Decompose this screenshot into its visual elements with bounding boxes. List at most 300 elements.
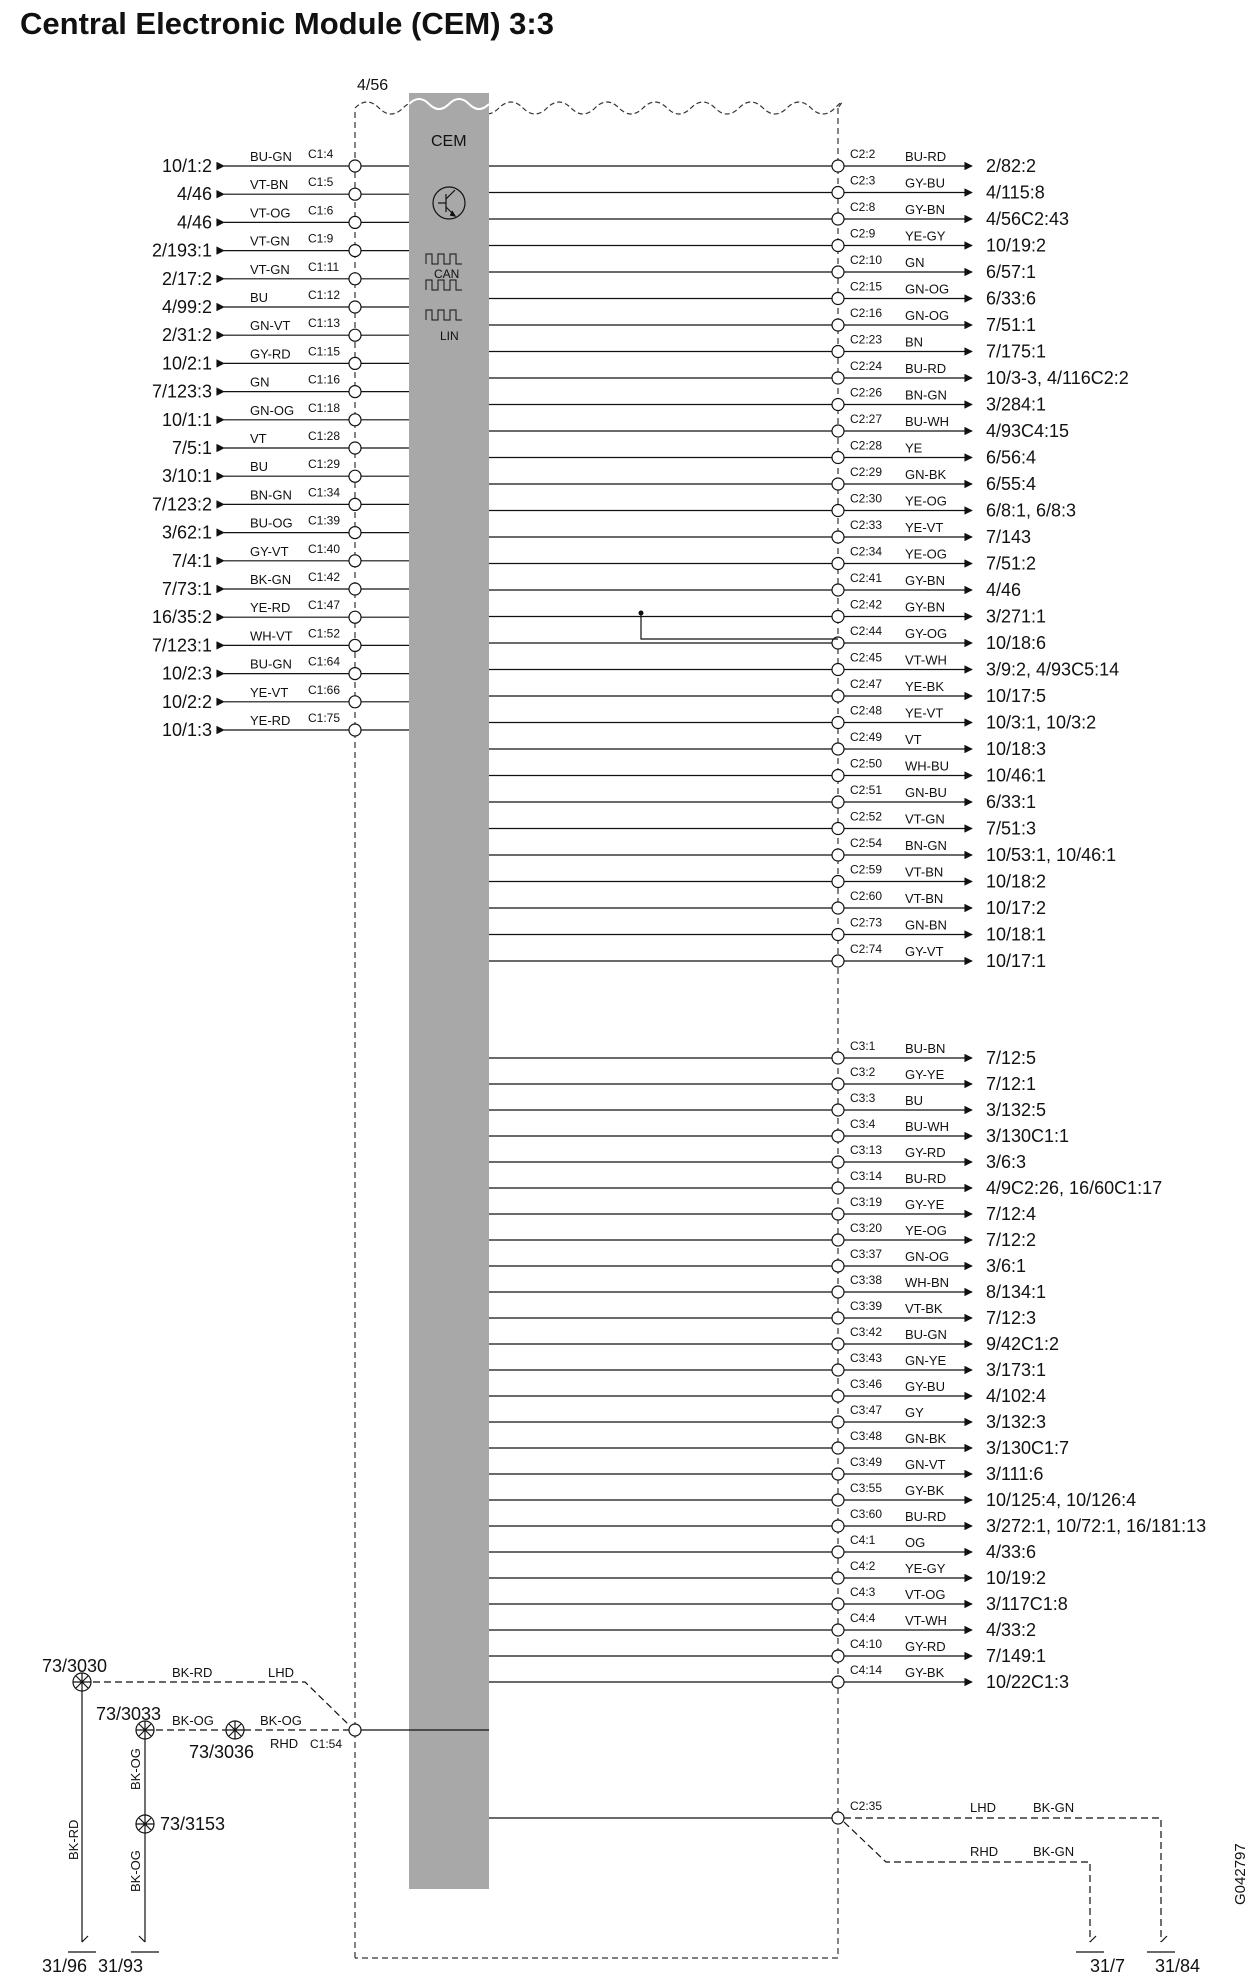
right-wire-row — [489, 280, 1036, 309]
right-wire-row — [489, 704, 1096, 733]
wire-color-label: GY-VT — [905, 944, 944, 959]
destination-label: 7/12:3 — [986, 1308, 1037, 1328]
right-wire-row — [489, 518, 1031, 547]
wire-color-label: WH-BU — [905, 758, 950, 774]
wire-color-label: GN-BN — [905, 917, 947, 933]
connector-pin — [832, 452, 844, 464]
wire-color-label: WH-BN — [905, 1275, 950, 1290]
destination-label: 7/123:3 — [151, 381, 212, 402]
right-wire-row — [489, 1143, 1026, 1172]
wire-color-label: GY-BK — [905, 1665, 945, 1680]
right-wire-row — [489, 1585, 1068, 1614]
connector-pin — [832, 796, 844, 808]
left-wire-row — [162, 401, 409, 430]
pin-label: C1:28 — [308, 429, 341, 443]
destination-label: 3/10:1 — [161, 466, 212, 487]
pin-label: C2:73 — [850, 915, 883, 930]
left-wire-row — [177, 175, 409, 204]
left-wire-row — [162, 147, 409, 176]
right-wire-row — [489, 598, 1046, 627]
left-wire-row — [152, 373, 409, 402]
pin-label: C2:50 — [850, 756, 883, 771]
connector-pin — [349, 414, 361, 426]
right-wire-row — [489, 1221, 1036, 1250]
destination-label: 10/17:1 — [986, 951, 1047, 971]
wire-color-label: BK-OG — [172, 1713, 214, 1728]
connector-pin — [832, 1260, 844, 1272]
destination-label: 10/2:3 — [161, 663, 212, 684]
connector-pin — [832, 611, 844, 623]
connector-pin — [832, 160, 844, 172]
connector-pin — [349, 724, 361, 736]
destination-label: 4/33:6 — [986, 1542, 1037, 1562]
left-wire-row — [162, 514, 409, 543]
connector-pin — [832, 1312, 844, 1324]
pin-label: C2:47 — [850, 677, 883, 691]
wire-color-label: GY-BU — [905, 175, 945, 191]
right-wire-row — [489, 1663, 1069, 1692]
destination-label: 10/3-3, 4/116C2:2 — [986, 368, 1129, 388]
wire-color-label: YE-VT — [905, 705, 944, 721]
destination-label: 3/6:3 — [986, 1152, 1027, 1172]
destination-label: 10/18:1 — [986, 924, 1047, 945]
wire-color-label: VT-BN — [905, 864, 944, 880]
splice-label: 73/3036 — [189, 1742, 255, 1762]
pin-label: C2:24 — [850, 359, 883, 373]
left-wire-row — [162, 683, 409, 712]
cem-label: CEM — [431, 133, 467, 150]
right-wire-row — [489, 1195, 1036, 1224]
right-wire-row — [489, 942, 1046, 971]
wire-color-label: BU — [905, 1093, 924, 1108]
connector-pin — [349, 583, 361, 595]
connector-pin — [832, 1208, 844, 1220]
connector-pin — [832, 1338, 844, 1350]
wire-color-label: GN-BK — [905, 467, 947, 482]
ground-label: 31/84 — [1155, 1956, 1201, 1976]
right-wire-row — [489, 863, 1046, 892]
right-wire-row — [489, 571, 1021, 600]
wire-color-label: YE-RD — [250, 713, 291, 728]
pin-label: C2:8 — [850, 200, 876, 214]
destination-label: 4/56C2:43 — [986, 209, 1070, 229]
right-wire-row — [489, 333, 1046, 362]
connector-pin — [349, 611, 361, 623]
pin-label: C1:39 — [308, 513, 341, 528]
connector-pin — [832, 1182, 844, 1194]
wire-color-label: BK-OG — [260, 1713, 302, 1728]
wire-color-label: BN — [905, 334, 924, 350]
right-wire-row — [489, 227, 1046, 256]
wire-color-label: VT — [250, 431, 267, 446]
pin-label: C1:11 — [308, 259, 340, 274]
destination-label: 6/56:4 — [986, 447, 1037, 468]
wire-color-label: BN-GN — [250, 487, 292, 503]
pin-label: C2:23 — [850, 332, 883, 347]
right-wire-row — [489, 836, 1116, 865]
connector-pin — [349, 639, 361, 651]
connector-pin — [832, 1390, 844, 1402]
connector-pin — [832, 1286, 844, 1298]
connector-pin — [832, 1546, 844, 1558]
ground-icon — [1076, 1936, 1104, 1952]
drawing-id: G042797 — [1232, 1843, 1249, 1905]
wire-color-label: YE — [905, 440, 923, 456]
pin-label: C3:39 — [850, 1299, 883, 1313]
right-wire-row — [489, 783, 1036, 812]
connector-pin — [832, 1156, 844, 1168]
destination-label: 6/8:1, 6/8:3 — [986, 500, 1077, 521]
connector-pin — [832, 717, 844, 729]
pin-label: C1:64 — [308, 654, 341, 669]
wire-color-label: BK-GN — [250, 572, 292, 587]
right-wire-row — [489, 730, 1046, 759]
wire-color-label: VT-BK — [905, 1301, 943, 1316]
pin-label: C3:49 — [850, 1455, 883, 1469]
destination-label: 4/115:8 — [986, 182, 1045, 203]
wire-color-label: WH-VT — [250, 628, 293, 644]
connector-pin — [349, 329, 361, 341]
wire-color-label: GY-OG — [905, 626, 948, 641]
destination-label: 3/271:1 — [986, 606, 1047, 627]
wire-color-label: GN-OG — [905, 1249, 950, 1264]
connector-pin — [832, 1650, 844, 1662]
pin-label: C4:10 — [850, 1637, 883, 1651]
connector-pin — [832, 770, 844, 782]
connector-pin — [832, 372, 844, 384]
connector-pin — [832, 1364, 844, 1376]
wire-color-label: YE-VT — [905, 520, 944, 535]
destination-label: 4/99:2 — [161, 297, 212, 317]
wire-color-label: GN-OG — [250, 402, 295, 418]
pin-label: C4:4 — [850, 1611, 876, 1625]
right-wire-row — [489, 359, 1129, 388]
right-wire-row — [489, 200, 1069, 229]
pin-label: C2:35 — [850, 1799, 883, 1813]
right-wire-row — [489, 889, 1046, 918]
wire-color-label: YE-VT — [250, 684, 289, 700]
right-wire-row — [489, 492, 1076, 521]
destination-label: 3/132:3 — [986, 1412, 1047, 1432]
pin-label: C2:3 — [850, 173, 876, 188]
destination-label: 10/2:2 — [161, 691, 212, 712]
connector-pin — [832, 823, 844, 835]
connector-pin — [832, 319, 844, 331]
variant-label: RHD — [270, 1736, 299, 1751]
wire-color-label: GN-OG — [905, 281, 950, 297]
pin-label: C2:59 — [850, 862, 883, 877]
destination-label: 10/18:2 — [986, 871, 1047, 892]
wire-color-label: BN-GN — [905, 838, 947, 853]
destination-label: 8/134:1 — [986, 1282, 1047, 1302]
connector-pin — [349, 1724, 361, 1736]
connector-pin — [832, 1676, 844, 1688]
wire-color-label: BU-RD — [905, 1171, 947, 1186]
wire-color-label: GY-YE — [905, 1197, 945, 1212]
pin-label: C2:33 — [850, 518, 883, 532]
ground-label: 31/7 — [1090, 1956, 1126, 1976]
destination-label: 10/53:1, 10/46:1 — [986, 845, 1117, 865]
destination-label: 10/3:1, 10/3:2 — [986, 712, 1097, 733]
destination-label: 10/17:2 — [986, 898, 1047, 918]
destination-label: 7/4:1 — [171, 550, 212, 571]
destination-label: 7/12:4 — [986, 1204, 1037, 1224]
wire-color-label: BU-OG — [250, 515, 293, 531]
wire-color-label: GY-VT — [250, 543, 289, 559]
right-wire-row — [489, 1065, 1036, 1094]
left-wire-row — [152, 232, 409, 261]
wire-color-label: BK-OG — [128, 1850, 143, 1892]
destination-label: 10/46:1 — [986, 765, 1047, 786]
destination-label: 3/132:5 — [986, 1100, 1047, 1120]
right-connector-wires — [489, 147, 1206, 1692]
connector-pin — [832, 849, 844, 861]
pin-label: C1:12 — [308, 288, 341, 302]
pin-label: C1:66 — [308, 682, 341, 697]
pin-label: C1:52 — [308, 626, 341, 641]
destination-label: 7/149:1 — [986, 1646, 1047, 1666]
right-wire-row — [489, 1377, 1046, 1406]
splice-label: 73/3033 — [96, 1704, 162, 1724]
ground-label: 31/96 — [42, 1956, 88, 1976]
pin-label: C2:42 — [850, 597, 883, 612]
wire-color-label: BN-GN — [905, 387, 947, 403]
destination-label: 4/33:2 — [986, 1620, 1037, 1640]
destination-label: 6/57:1 — [986, 262, 1037, 282]
variant-label: RHD — [970, 1844, 999, 1859]
wire-color-label: BU-GN — [250, 149, 292, 164]
wire-color-label: BU-GN — [250, 656, 292, 672]
connector-pin — [832, 399, 844, 411]
wire-color-label: GY-BK — [905, 1483, 945, 1498]
right-wire-row — [489, 386, 1046, 415]
right-wire-row — [489, 1429, 1069, 1458]
pin-label: C4:14 — [850, 1663, 883, 1677]
connector-pin — [832, 346, 844, 358]
left-wire-row — [162, 260, 409, 289]
destination-label: 3/6:1 — [986, 1256, 1027, 1276]
pin-label: C2:29 — [850, 465, 883, 479]
wire-color-label: GN — [250, 374, 270, 390]
pin-label: C3:48 — [850, 1429, 883, 1443]
connector-pin — [832, 1598, 844, 1610]
wire-color-label: GN-OG — [905, 308, 950, 323]
pin-label: C1:34 — [308, 485, 341, 500]
connector-pin — [349, 301, 361, 313]
right-wire-row — [489, 545, 1036, 574]
destination-label: 9/42C1:2 — [986, 1334, 1060, 1354]
destination-label: 3/130C1:1 — [986, 1126, 1070, 1146]
wire-color-label: VT-OG — [250, 205, 291, 221]
connector-pin — [832, 1572, 844, 1584]
pin-label: C1:18 — [308, 400, 341, 415]
destination-label: 4/46 — [986, 580, 1022, 600]
pin-label: C1:75 — [308, 711, 341, 725]
connector-pin — [832, 1812, 844, 1824]
connector-pin — [832, 955, 844, 967]
wire-color-label: BU-WH — [905, 414, 950, 429]
destination-label: 4/9C2:26, 16/60C1:17 — [986, 1178, 1163, 1198]
pin-label: C2:48 — [850, 703, 883, 718]
pin-label: C3:2 — [850, 1065, 876, 1079]
pin-label: C3:3 — [850, 1091, 876, 1105]
destination-label: 6/33:6 — [986, 288, 1037, 309]
destination-label: 4/102:4 — [986, 1386, 1047, 1406]
pin-label: C2:16 — [850, 306, 883, 320]
destination-label: 7/5:1 — [171, 438, 212, 458]
left-connector-wires — [152, 147, 409, 740]
pin-label: C2:9 — [850, 226, 876, 241]
right-wire-row — [489, 147, 1036, 176]
pin-label: C1:54 — [310, 1737, 343, 1751]
connector-pin — [832, 478, 844, 490]
pin-label: C2:26 — [850, 385, 883, 400]
wire-color-label: VT — [905, 732, 922, 747]
wire-color-label: GY-RD — [905, 1145, 946, 1160]
pin-label: C3:47 — [850, 1403, 883, 1417]
wire-color-label: GN — [905, 255, 925, 270]
wire-color-label: GY-BU — [905, 1379, 945, 1394]
destination-label: 3/173:1 — [986, 1360, 1047, 1380]
wire-color-label: VT-WH — [905, 1613, 947, 1628]
wire-color-label: GN-VT — [905, 1457, 946, 1472]
left-wire-row — [172, 542, 409, 571]
destination-label: 3/117C1:8 — [986, 1594, 1068, 1614]
wire-color-label: GY-YE — [905, 1067, 945, 1082]
wire-color-label: GN-YE — [905, 1353, 947, 1368]
wire-color-label: YE-OG — [905, 1223, 947, 1238]
pin-label: C4:1 — [850, 1533, 876, 1547]
wire-color-label: VT-WH — [905, 652, 947, 668]
destination-label: 7/175:1 — [986, 341, 1047, 362]
wire-color-label: VT-GN — [250, 261, 290, 277]
connector-pin — [832, 293, 844, 305]
right-wire-row — [489, 1247, 1026, 1276]
wire-color-label: GY-BN — [905, 573, 945, 588]
destination-label: 10/1:1 — [161, 409, 212, 430]
right-wire-row — [489, 651, 1119, 680]
connector-pin — [832, 213, 844, 225]
wire-color-label: VT-GN — [250, 233, 290, 249]
right-wire-row — [489, 1481, 1136, 1510]
destination-label: 4/46 — [176, 212, 212, 233]
wire-color-label: GY — [905, 1405, 924, 1420]
wire-color-label: BK-GN — [1033, 1800, 1075, 1815]
left-wire-row — [162, 457, 409, 486]
wire-color-label: VT-BN — [905, 891, 944, 906]
wire-color-label: GY-RD — [905, 1639, 946, 1654]
pin-label: C1:15 — [308, 344, 341, 359]
pin-label: C3:19 — [850, 1195, 883, 1209]
ground-icon — [1147, 1936, 1175, 1952]
pin-label: C3:13 — [850, 1143, 883, 1157]
connector-pin — [832, 505, 844, 517]
pin-label: C1:6 — [308, 203, 334, 218]
ground-label: 31/93 — [98, 1956, 144, 1976]
pin-label: C1:5 — [308, 175, 334, 190]
connector-pin — [832, 902, 844, 914]
pin-label: C4:2 — [850, 1559, 876, 1573]
connector-pin — [349, 160, 361, 172]
pin-label: C3:42 — [850, 1325, 883, 1339]
pin-label: C3:43 — [850, 1351, 883, 1365]
connector-pin — [832, 584, 844, 596]
connector-pin — [832, 664, 844, 676]
variant-label: LHD — [268, 1665, 295, 1680]
right-wire-row — [489, 439, 1036, 468]
destination-label: 7/51:2 — [986, 553, 1037, 574]
connector-pin — [349, 357, 361, 369]
destination-label: 16/35:2 — [151, 607, 212, 628]
destination-label: 10/17:5 — [986, 686, 1047, 706]
pin-label: C1:29 — [308, 457, 341, 472]
wire-color-label: BK-RD — [66, 1819, 81, 1860]
connector-pin — [832, 558, 844, 570]
pin-label: C2:30 — [850, 491, 883, 506]
left-wire-row — [152, 598, 409, 627]
wire-color-label: YE-RD — [250, 600, 291, 616]
destination-label: 2/82:2 — [986, 156, 1037, 176]
wire-color-label: BU — [250, 290, 269, 305]
lin-bus-label: LIN — [440, 329, 459, 343]
pin-label: C4:3 — [850, 1585, 876, 1599]
right-wire-row — [489, 810, 1036, 839]
pin-label: C2:45 — [850, 650, 883, 665]
right-wire-row — [489, 757, 1046, 786]
connector-pin — [349, 245, 361, 257]
destination-label: 10/22C1:3 — [986, 1672, 1070, 1692]
connector-pin — [349, 527, 361, 539]
pin-label: C1:42 — [308, 570, 341, 584]
pin-label: C1:47 — [308, 598, 341, 613]
pin-label: C1:9 — [308, 231, 334, 246]
connector-pin — [832, 240, 844, 252]
wire-color-label: YE-GY — [905, 228, 946, 244]
connector-pin — [832, 690, 844, 702]
pin-label: C2:10 — [850, 253, 883, 267]
connector-pin — [349, 696, 361, 708]
destination-label: 7/143 — [986, 527, 1032, 547]
pin-label: C3:60 — [850, 1507, 883, 1521]
destination-label: 6/55:4 — [986, 474, 1037, 494]
right-wire-row — [489, 1039, 1036, 1068]
left-wire-row — [162, 288, 409, 317]
wire-color-label: VT-OG — [905, 1587, 946, 1602]
destination-label: 7/123:2 — [151, 494, 212, 515]
pin-label: C3:20 — [850, 1221, 883, 1235]
connector-pin — [832, 1052, 844, 1064]
destination-label: 10/1:2 — [161, 156, 212, 176]
pin-label: C2:28 — [850, 438, 883, 453]
connector-pin — [349, 188, 361, 200]
destination-label: 3/111:6 — [986, 1464, 1044, 1484]
destination-label: 10/19:2 — [986, 1568, 1047, 1588]
splice-point-icon — [136, 1815, 154, 1833]
pin-label: C1:40 — [308, 541, 341, 556]
wire-color-label: VT-GN — [905, 811, 945, 827]
right-wire-row — [489, 1507, 1206, 1536]
connector-pin — [832, 876, 844, 888]
destination-label: 7/73:1 — [161, 579, 212, 599]
destination-label: 10/1:3 — [161, 720, 212, 740]
wire-color-label: GY-BN — [905, 599, 945, 615]
left-wire-row — [162, 570, 409, 599]
splice-point-icon — [226, 1721, 244, 1739]
right-wire-row — [489, 1533, 1036, 1562]
right-wire-row — [489, 1091, 1046, 1120]
destination-label: 10/125:4, 10/126:4 — [986, 1490, 1137, 1510]
destination-label: 10/18:6 — [986, 633, 1047, 653]
